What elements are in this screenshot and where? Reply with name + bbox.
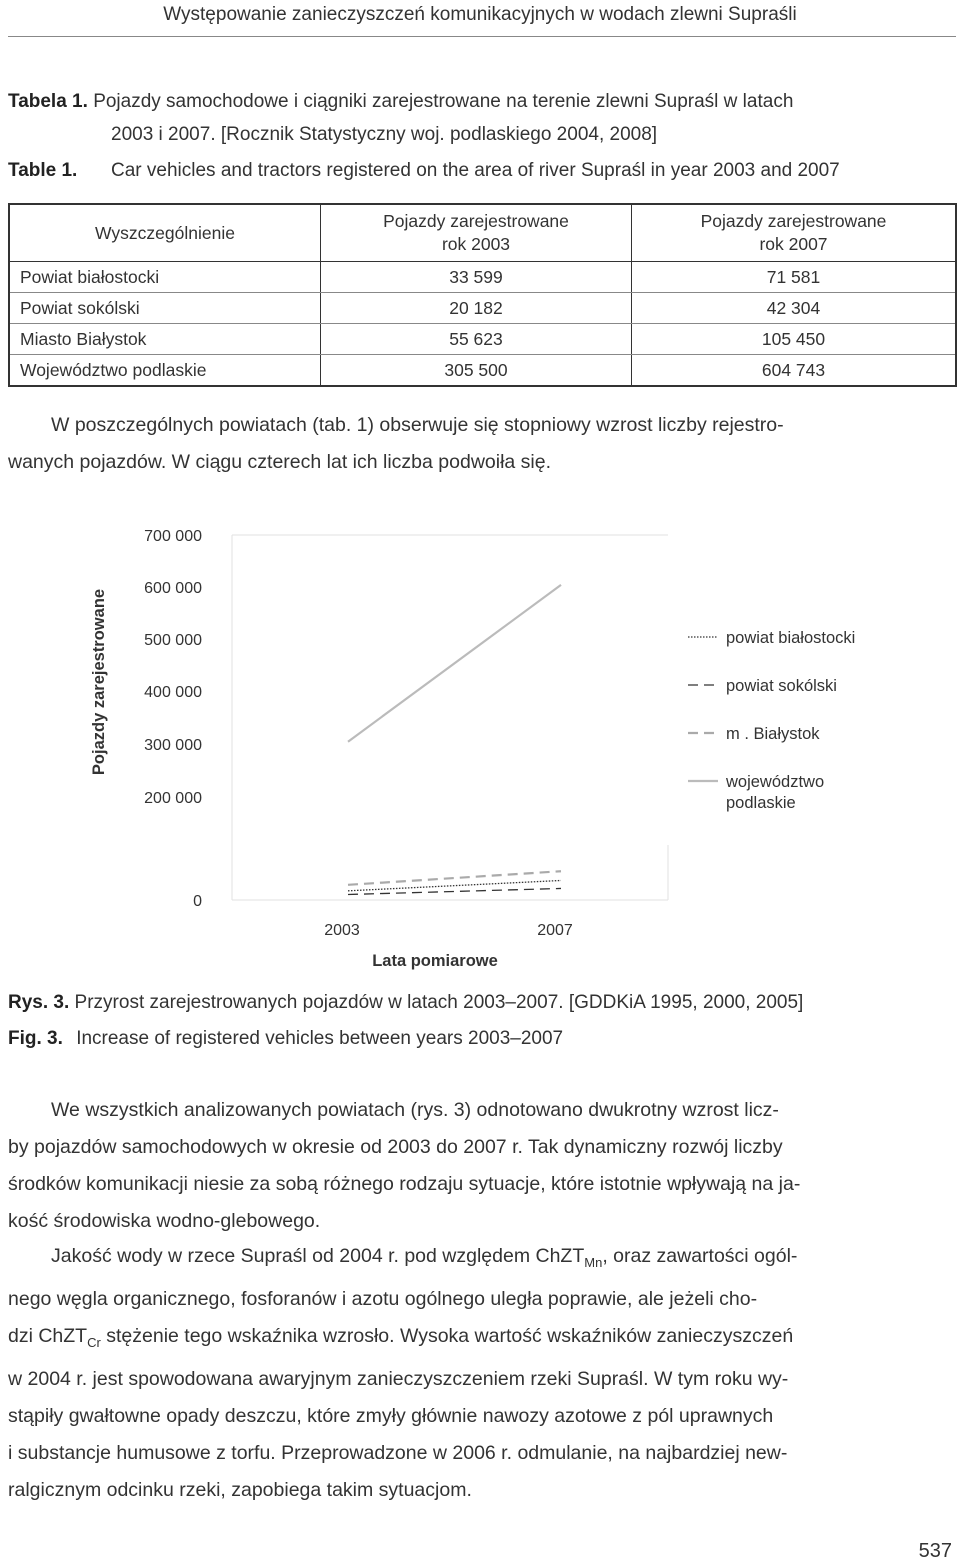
x-axis-title: Lata pomiarowe bbox=[372, 952, 498, 970]
table-label-en: Table 1. bbox=[8, 160, 78, 181]
figure-caption-en-text: Increase of registered vehicles between years 2003–2007 bbox=[76, 1028, 564, 1049]
figure-caption-pl-text: Przyrost zarejestrowanych pojazdów w latach 2003–2007. [GDDKiA 1995, 2000, 2005] bbox=[74, 992, 804, 1013]
legend-label: podlaskie bbox=[726, 794, 796, 812]
para3-text: , oraz zawartości ogól- bbox=[602, 1245, 798, 1267]
figure-caption-pl bbox=[8, 992, 803, 1014]
para2-line: kość środowiska wodno-glebowego. bbox=[8, 1210, 321, 1232]
row-value-2003: 33 599 bbox=[321, 262, 632, 293]
paragraph-2 bbox=[8, 1092, 956, 1240]
col-header-2007 bbox=[632, 204, 957, 262]
para1-line: wanych pojazdów. W ciągu czterech lat ich liczba podwoiła się. bbox=[8, 451, 552, 473]
subscript-cr: Cr bbox=[87, 1334, 101, 1350]
table-header-row bbox=[9, 204, 956, 262]
para3-line bbox=[8, 1318, 956, 1361]
legend-label: województwo bbox=[726, 773, 825, 791]
y-tick-label: 700 000 bbox=[144, 528, 202, 545]
para2-line: We wszystkich analizowanych powiatach (rys. 3) odnotowano dwukrotny wzrost licz- bbox=[51, 1099, 779, 1121]
row-value-2007: 71 581 bbox=[632, 262, 957, 293]
row-value-2003: 305 500 bbox=[321, 355, 632, 387]
table-row bbox=[9, 324, 956, 355]
page-number: 537 bbox=[918, 1540, 952, 1562]
para3-line: stąpiły gwałtowne opady deszczu, które zmyły głównie nawozy azotowe z pól uprawnych bbox=[8, 1404, 774, 1427]
table-label-pl: Tabela 1. bbox=[8, 91, 88, 112]
row-value-2007: 105 450 bbox=[632, 324, 957, 355]
row-label: Powiat białostocki bbox=[9, 262, 321, 293]
table-row bbox=[9, 262, 956, 293]
series-line bbox=[348, 888, 561, 894]
row-label: Miasto Białystok bbox=[9, 324, 321, 355]
col-header-2003-line2: rok 2003 bbox=[441, 234, 511, 254]
vehicle-growth-chart bbox=[0, 510, 960, 980]
col-header-item: Wyszczególnienie bbox=[9, 204, 321, 262]
table-caption-en bbox=[8, 160, 77, 182]
running-header: Występowanie zanieczyszczeń komunikacyjnych w wodach zlewni Supraśli bbox=[163, 4, 797, 25]
x-tick-label: 2003 bbox=[324, 922, 360, 939]
table-row bbox=[9, 293, 956, 324]
series-line bbox=[348, 585, 561, 742]
y-tick-label: 0 bbox=[193, 893, 202, 910]
para3-line: i substancje humusowe z torfu. Przeprowadzone w 2006 r. odmulanie, na najbardziej new- bbox=[8, 1441, 788, 1464]
para3-line: nego węgla organicznego, fosforanów i azotu ogólnego uległa poprawie, ale jeżeli cho- bbox=[8, 1287, 758, 1310]
row-value-2007: 604 743 bbox=[632, 355, 957, 387]
table-row bbox=[9, 355, 956, 387]
para2-line: środków komunikacji niesie za sobą różnego rodzaju sytuacje, które istotnie wpływają na ja- bbox=[8, 1173, 801, 1195]
para3-line bbox=[8, 1238, 956, 1281]
para3-text: Jakość wody w rzece Supraśl od 2004 r. pod względem ChZT bbox=[51, 1245, 585, 1267]
vehicle-table bbox=[8, 203, 957, 387]
y-axis-title: Pojazdy zarejestrowane bbox=[90, 588, 108, 776]
table-caption-pl-line1: Pojazdy samochodowe i ciągniki zarejestrowane na terenie zlewni Supraśl w latach bbox=[93, 91, 794, 112]
figure-label-en: Fig. 3. bbox=[8, 1028, 63, 1049]
table-caption-pl bbox=[8, 91, 793, 113]
col-header-2007-line1: Pojazdy zarejestrowane bbox=[700, 211, 887, 231]
para1-line: W poszczególnych powiatach (tab. 1) obserwuje się stopniowy wzrost liczby rejestro- bbox=[51, 414, 784, 436]
legend-label: powiat sokólski bbox=[726, 677, 837, 695]
para2-line: by pojazdów samochodowych w okresie od 2003 do 2007 r. Tak dynamiczny rozwój liczby bbox=[8, 1136, 783, 1158]
paragraph-1 bbox=[8, 407, 956, 481]
para3-text: stężenie tego wskaźnika wzrosło. Wysoka wartość wskaźników zanieczyszczeń bbox=[100, 1324, 794, 1347]
paragraph-3 bbox=[8, 1238, 956, 1509]
col-header-2007-line2: rok 2007 bbox=[759, 234, 828, 254]
row-label: Powiat sokólski bbox=[9, 293, 321, 324]
y-tick-label: 600 000 bbox=[144, 580, 202, 597]
col-header-2003 bbox=[321, 204, 632, 262]
table-caption-en-text: Car vehicles and tractors registered on the area of river Supraśl in year 2003 and 2007 bbox=[111, 160, 840, 181]
para3-line: ralgicznym odcinku rzeki, zapobiega takim sytuacjom. bbox=[8, 1478, 472, 1501]
figure-caption-en bbox=[8, 1028, 563, 1050]
row-value-2007: 42 304 bbox=[632, 293, 957, 324]
legend-label: powiat białostocki bbox=[726, 629, 856, 647]
col-header-2003-line1: Pojazdy zarejestrowane bbox=[383, 211, 569, 231]
table-caption-pl-line2: 2003 i 2007. [Rocznik Statystyczny woj. podlaskiego 2004, 2008] bbox=[111, 124, 658, 145]
para3-line: w 2004 r. jest spowodowana awaryjnym zanieczyszczeniem rzeki Supraśl. W tym roku wy- bbox=[8, 1367, 789, 1390]
series-line bbox=[348, 871, 561, 885]
header-divider bbox=[8, 36, 956, 37]
y-tick-label: 200 000 bbox=[144, 790, 202, 807]
row-value-2003: 20 182 bbox=[321, 293, 632, 324]
legend-label: m . Białystok bbox=[726, 725, 820, 743]
subscript-mn: Mn bbox=[584, 1254, 603, 1270]
row-value-2003: 55 623 bbox=[321, 324, 632, 355]
para3-text: dzi ChZT bbox=[8, 1324, 88, 1347]
figure-label-pl: Rys. 3. bbox=[8, 992, 70, 1013]
row-label: Województwo podlaskie bbox=[20, 359, 207, 380]
y-tick-label: 300 000 bbox=[144, 737, 202, 754]
y-tick-label: 400 000 bbox=[144, 684, 202, 701]
y-tick-label: 500 000 bbox=[144, 632, 202, 649]
x-tick-label: 2007 bbox=[537, 922, 573, 939]
